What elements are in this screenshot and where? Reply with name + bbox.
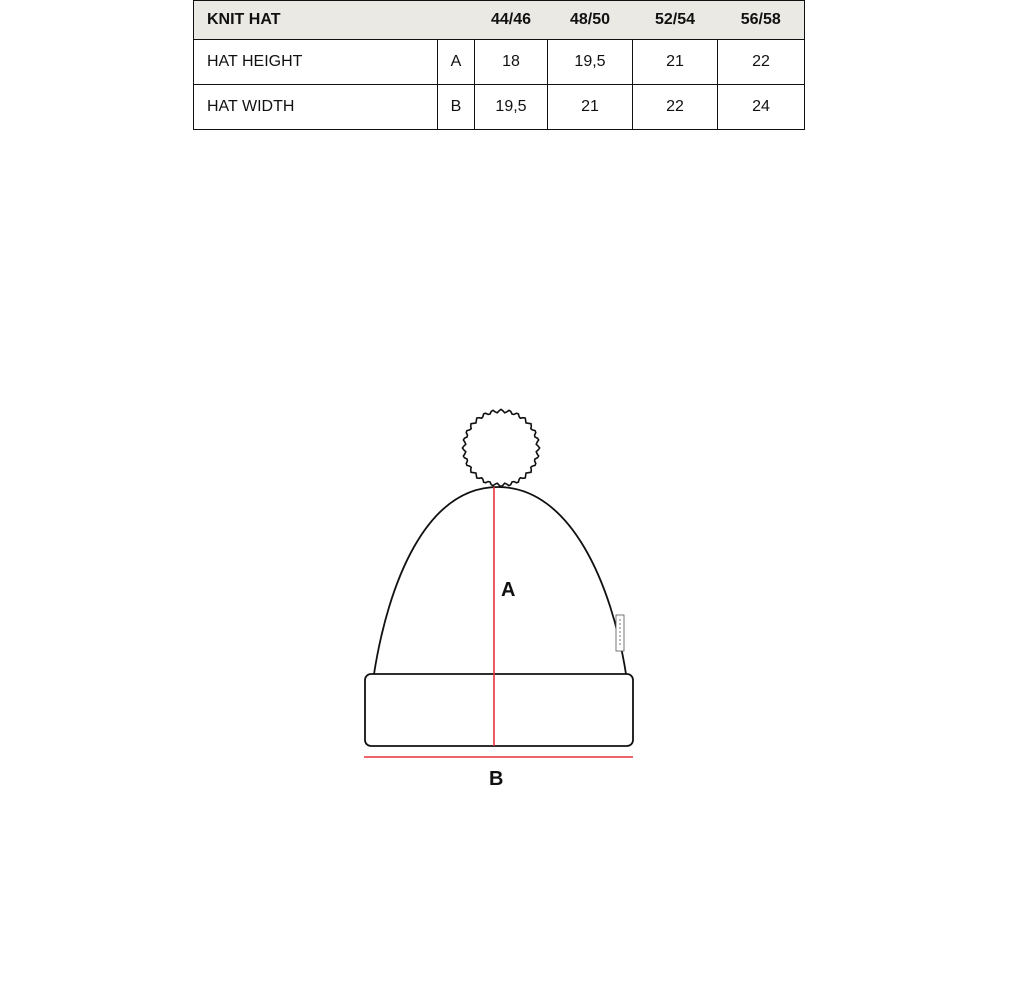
size-header: 56/58 xyxy=(718,1,805,40)
hat-crown-outline xyxy=(374,487,626,674)
measure-value: 21 xyxy=(633,40,718,85)
size-header: 52/54 xyxy=(633,1,718,40)
measure-value: 19,5 xyxy=(475,85,548,130)
measure-code: B xyxy=(438,85,475,130)
height-dimension-label: A xyxy=(501,579,516,601)
measure-value: 22 xyxy=(718,40,805,85)
size-header: 44/46 xyxy=(475,1,548,40)
measure-value: 18 xyxy=(475,40,548,85)
measure-value: 22 xyxy=(633,85,718,130)
size-header: 48/50 xyxy=(548,1,633,40)
table-title: KNIT HAT xyxy=(194,1,475,40)
care-label-tag xyxy=(616,615,624,651)
measure-code: A xyxy=(438,40,475,85)
pompom-outline xyxy=(462,409,539,486)
measure-label: HAT WIDTH xyxy=(194,85,438,130)
hat-cuff-outline xyxy=(365,674,633,746)
measure-value: 24 xyxy=(718,85,805,130)
measure-value: 19,5 xyxy=(548,40,633,85)
measure-label: HAT HEIGHT xyxy=(194,40,438,85)
width-dimension-label: B xyxy=(489,768,504,790)
measure-value: 21 xyxy=(548,85,633,130)
